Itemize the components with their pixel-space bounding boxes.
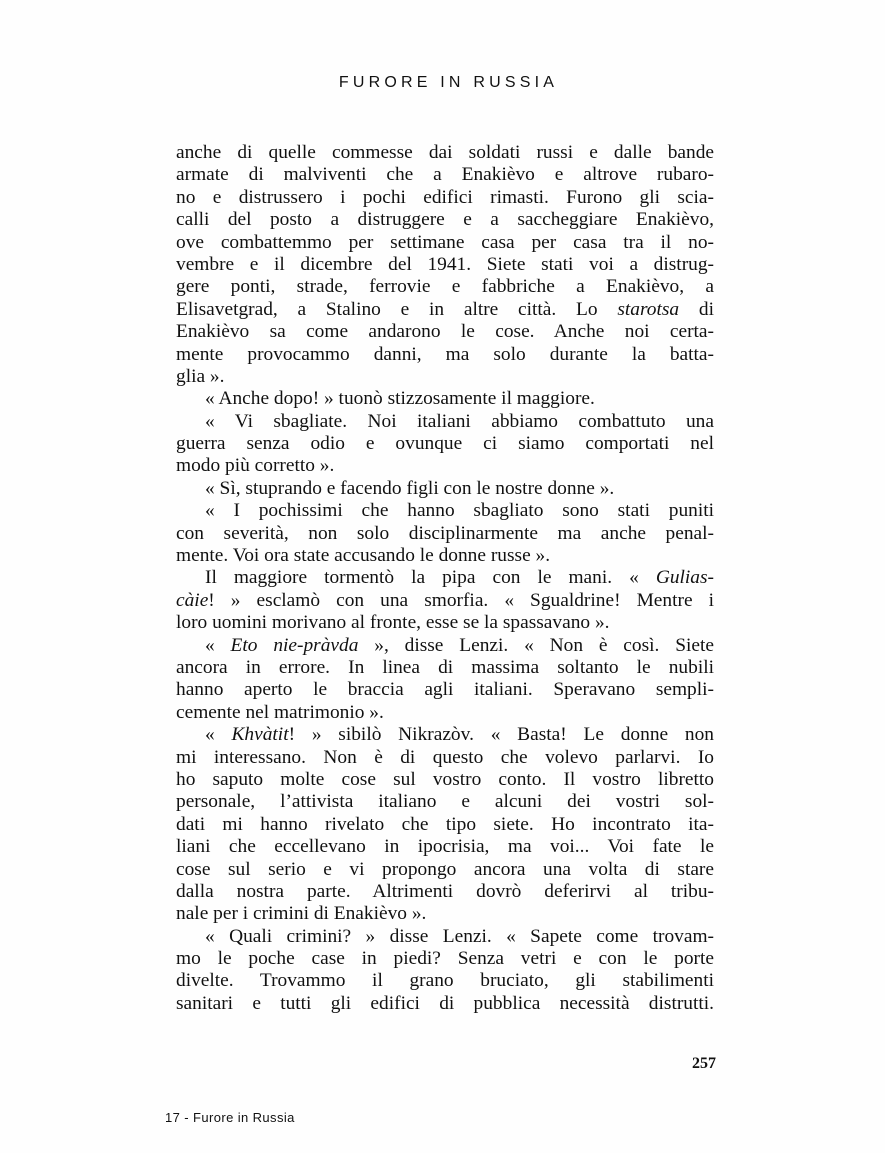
text-line: vembre e il dicembre del 1941. Siete stati voi a distrug-: [176, 253, 714, 275]
text-line: gere ponti, strade, ferrovie e fabbriche a Enakièvo, a: [176, 276, 714, 298]
text-line: armate di malviventi che a Enakièvo e altrove rubaro-: [176, 164, 714, 186]
text-line: dati mi hanno rivelato che tipo siete. Ho incontrato ita-: [176, 813, 714, 835]
text-line: ancora in errore. In linea di massima soltanto le nubili: [176, 656, 714, 678]
text-line-mixed: [176, 299, 714, 321]
text-line: mi interessano. Non è di questo che volevo parlarvi. Io: [176, 746, 714, 768]
text-line: mente provocammo danni, ma solo durante la batta-: [176, 343, 714, 365]
italic-word: Eto nie-pràvda: [230, 634, 359, 656]
italic-word: càie: [176, 589, 209, 611]
text-line: loro uomini morivano al fronte, esse se la spassavano ».: [176, 612, 610, 634]
text-line: Enakièvo sa come andarono le cose. Anche noi certa-: [176, 321, 714, 343]
text-line: ho saputo molte cose sul vostro conto. Il vostro libretto: [176, 768, 714, 790]
text-line: cemente nel matrimonio ».: [176, 701, 384, 723]
text-segment: Elisavetgrad, a Stalino e in altre città. Lo: [176, 298, 618, 320]
text-line: hanno aperto le braccia agli italiani. Speravano sempli-: [176, 679, 714, 701]
text-line: glia ».: [176, 365, 225, 387]
text-line: « Quali crimini? » disse Lenzi. « Sapete come trovam-: [205, 925, 714, 947]
printer-signature: 17 - Furore in Russia: [165, 1110, 295, 1125]
text-line: « I pochissimi che hanno sbagliato sono stati puniti: [205, 500, 714, 522]
text-segment: ! » esclamò con una smorfia. « Sgualdrine! Mentre i: [208, 589, 714, 611]
text-line: modo più corretto ».: [176, 455, 335, 477]
page-number: 257: [692, 1055, 716, 1072]
text-line: guerra senza odio e ovunque ci siamo comportati nel: [176, 433, 714, 455]
text-line: sanitari e tutti gli edifici di pubblica necessità distrutti.: [176, 992, 714, 1014]
text-line: no e distrussero i pochi edifici rimasti. Furono gli scia-: [176, 186, 714, 208]
text-line: « Anche dopo! » tuonò stizzosamente il maggiore.: [205, 388, 595, 410]
text-segment: », disse Lenzi. « Non è così. Siete: [358, 634, 715, 656]
text-line: personale, l’attivista italiano e alcuni dei vostri sol-: [176, 791, 714, 813]
text-line: dalla nostra parte. Altrimenti dovrò deferirvi al tribu-: [176, 880, 714, 902]
text-line: cose sul serio e vi propongo ancora una volta di stare: [176, 858, 714, 880]
body-text: [176, 142, 714, 1015]
text-line-mixed: [176, 724, 714, 746]
text-line: ove combattemmo per settimane casa per casa tra il no-: [176, 231, 714, 253]
text-line: divelte. Trovammo il grano bruciato, gli stabilimenti: [176, 970, 714, 992]
text-line-mixed: [176, 590, 714, 612]
text-line: « Vi sbagliate. Noi italiani abbiamo combattuto una: [205, 410, 714, 432]
italic-word: starotsa: [617, 298, 680, 320]
text-line: anche di quelle commesse dai soldati russi e dalle bande: [176, 142, 714, 163]
text-line: liani che eccellevano in ipocrisia, ma voi... Voi fate le: [176, 836, 714, 858]
text-segment: ! » sibilò Nikrazòv. « Basta! Le donne non: [288, 724, 714, 746]
text-segment: «: [205, 724, 232, 746]
text-segment: Il maggiore tormentò la pipa con le mani. «: [205, 567, 656, 589]
text-line: « Sì, stuprando e facendo figli con le nostre donne ».: [205, 477, 615, 499]
text-segment: di: [698, 298, 714, 320]
text-line-mixed: [176, 567, 714, 589]
text-line-mixed: [176, 635, 714, 657]
italic-word: Khvàtit: [231, 724, 289, 746]
italic-word: Gulias-: [655, 567, 714, 589]
text-line: calli del posto a distruggere e a saccheggiare Enakièvo,: [176, 209, 714, 231]
text-line: nale per i crimini di Enakièvo ».: [176, 903, 427, 925]
running-head: FURORE IN RUSSIA: [338, 74, 559, 91]
text-line: mo le poche case in piedi? Senza vetri e con le porte: [176, 948, 714, 970]
text-segment: «: [205, 634, 231, 656]
text-line: con severità, non solo disciplinarmente ma anche penal-: [176, 522, 714, 544]
text-line: mente. Voi ora state accusando le donne russe ».: [176, 545, 551, 567]
